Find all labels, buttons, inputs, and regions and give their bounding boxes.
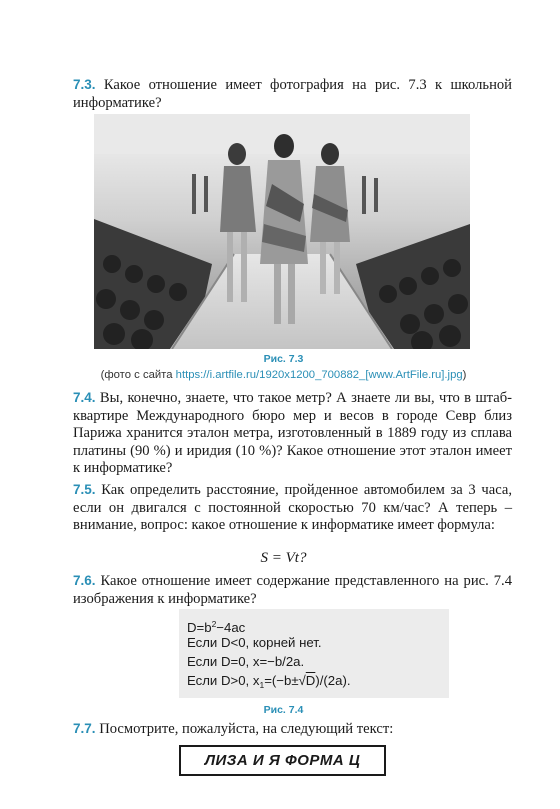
question-number: 7.3. — [73, 77, 96, 92]
formula-s-vt: S = Vt? — [260, 550, 307, 566]
question-text: Как определить расстояние, пройденное автомобилем за 3 часа, если он двигался с постоянной скоростью 70 км/час? А теперь – внимание, вопрос: какое отношение к информатике имеет формула: — [73, 482, 512, 534]
question-7-4 — [55, 389, 512, 478]
question-number: 7.6. — [73, 573, 96, 588]
formula-line-3: Если D=0, x=−b/2a. — [187, 654, 305, 669]
formula-line-1: $D=b^2-4ac$ — [187, 619, 246, 635]
formula-line-4: Если D>0, $x_1=(-b\pm√D)/(2a)$. — [187, 673, 351, 690]
figure-7-3-source: (фото с сайта https://i.artfile.ru/1920x1200_700882_[www.ArtFile.ru].jpg) — [100, 369, 467, 381]
question-number: 7.5. — [73, 482, 96, 497]
source-link[interactable]: https://i.artfile.ru/1920x1200_700882_[www.ArtFile.ru].jpg — [175, 369, 463, 381]
question-text: Вы, конечно, знаете, что такое метр? А знаете ли вы, что в штаб-квартире Международного бюро мер и весов в городе Севр близ Парижа хранится эталон метра, изготовленный в 1889 году из сплава платины (90 %) и иридия (10 %)? Какое отношение этот эталон имеет к информатике? — [73, 390, 512, 477]
question-text: Какое отношение имеет содержание представленного на рис. 7.4 изображения к информатике? — [73, 573, 513, 607]
fashion-runway-image — [94, 114, 470, 349]
formula-line-2: Если D<0, корней нет. — [187, 635, 322, 650]
figure-7-3-photo — [94, 114, 470, 349]
question-text: Какое отношение имеет фотография на рис. 7.3 к школьной информатике? — [73, 77, 512, 111]
textbook-page — [55, 0, 512, 809]
boxed-text-liza: ЛИЗА И Я ФОРМА Ц — [179, 745, 386, 776]
question-number: 7.7. — [73, 721, 96, 736]
question-text: Посмотрите, пожалуйста, на следующий текст: — [99, 721, 394, 737]
question-7-3 — [55, 76, 512, 112]
question-7-5 — [55, 481, 512, 535]
figure-7-3-caption: Рис. 7.3 — [263, 353, 304, 365]
figure-7-4-discriminant-box — [179, 609, 449, 698]
question-7-7 — [55, 720, 512, 739]
figure-7-4-caption: Рис. 7.4 — [263, 704, 304, 716]
question-7-6 — [55, 572, 512, 608]
question-number: 7.4. — [73, 390, 96, 405]
